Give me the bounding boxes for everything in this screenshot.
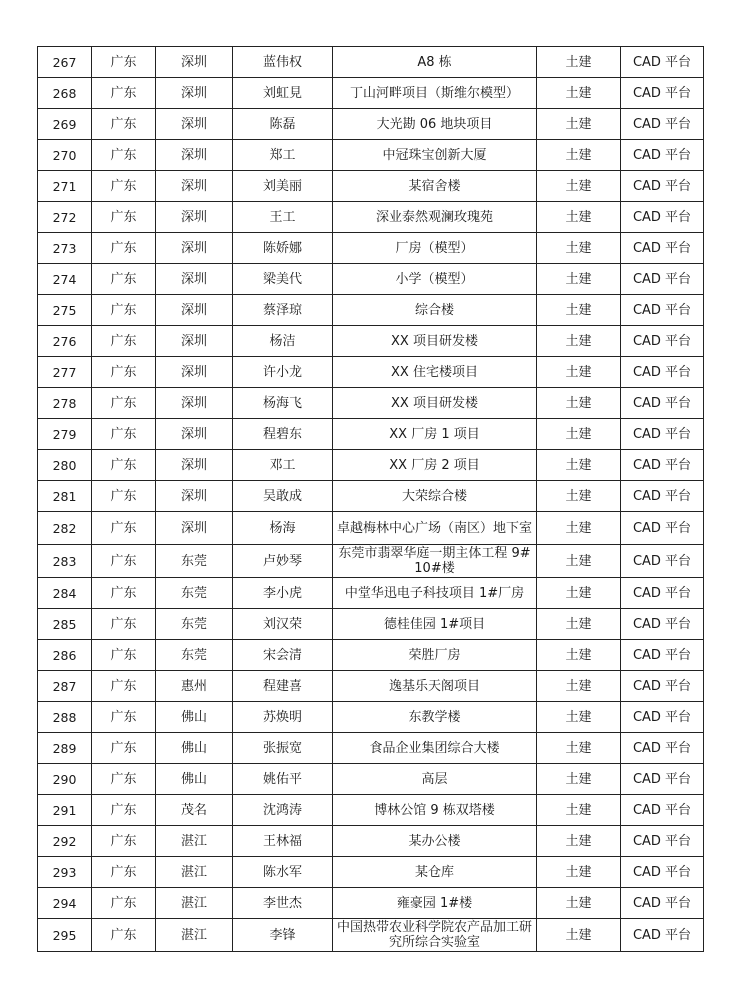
cell-number: 274: [38, 264, 92, 295]
cell-project-name: 深业泰然观澜玫瑰苑: [333, 202, 537, 233]
table-row: [38, 826, 704, 857]
cell-person-name: 卢妙琴: [233, 545, 333, 578]
cell-platform: CAD 平台: [621, 795, 704, 826]
cell-city: 惠州: [156, 671, 233, 702]
cell-city: 茂名: [156, 795, 233, 826]
table-row: [38, 171, 704, 202]
cell-city: 深圳: [156, 202, 233, 233]
cell-province: 广东: [92, 109, 156, 140]
table-row: [38, 140, 704, 171]
cell-city: 深圳: [156, 47, 233, 78]
cell-platform: CAD 平台: [621, 109, 704, 140]
cell-city: 深圳: [156, 140, 233, 171]
cell-city: 深圳: [156, 450, 233, 481]
cell-city: 深圳: [156, 109, 233, 140]
table-row: [38, 264, 704, 295]
cell-project-name: 小学（模型）: [333, 264, 537, 295]
cell-city: 深圳: [156, 481, 233, 512]
cell-number: 289: [38, 733, 92, 764]
cell-platform: CAD 平台: [621, 295, 704, 326]
cell-person-name: 程碧东: [233, 419, 333, 450]
cell-platform: CAD 平台: [621, 47, 704, 78]
cell-discipline: 土建: [537, 888, 621, 919]
cell-person-name: 陈娇娜: [233, 233, 333, 264]
cell-discipline: 土建: [537, 733, 621, 764]
cell-city: 佛山: [156, 702, 233, 733]
cell-platform: CAD 平台: [621, 140, 704, 171]
cell-number: 278: [38, 388, 92, 419]
cell-province: 广东: [92, 481, 156, 512]
cell-person-name: 宋会清: [233, 640, 333, 671]
cell-person-name: 郑工: [233, 140, 333, 171]
cell-province: 广东: [92, 388, 156, 419]
cell-number: 279: [38, 419, 92, 450]
cell-project-name: 中冠珠宝创新大厦: [333, 140, 537, 171]
cell-project-name: 中国热带农业科学院农产品加工研究所综合实验室: [333, 919, 537, 952]
cell-city: 湛江: [156, 888, 233, 919]
cell-city: 深圳: [156, 357, 233, 388]
cell-platform: CAD 平台: [621, 171, 704, 202]
cell-number: 284: [38, 578, 92, 609]
cell-number: 273: [38, 233, 92, 264]
table-row: [38, 450, 704, 481]
cell-number: 282: [38, 512, 92, 545]
table-row: [38, 578, 704, 609]
cell-discipline: 土建: [537, 795, 621, 826]
cell-city: 深圳: [156, 388, 233, 419]
cell-platform: CAD 平台: [621, 888, 704, 919]
cell-city: 深圳: [156, 264, 233, 295]
cell-project-name: XX 厂房 2 项目: [333, 450, 537, 481]
cell-person-name: 许小龙: [233, 357, 333, 388]
cell-project-name: 某仓库: [333, 857, 537, 888]
table-row: [38, 702, 704, 733]
cell-platform: CAD 平台: [621, 764, 704, 795]
cell-person-name: 李世杰: [233, 888, 333, 919]
cell-province: 广东: [92, 78, 156, 109]
cell-province: 广东: [92, 233, 156, 264]
cell-project-name: 丁山河畔项目（斯维尔模型）: [333, 78, 537, 109]
cell-province: 广东: [92, 671, 156, 702]
cell-discipline: 土建: [537, 450, 621, 481]
cell-platform: CAD 平台: [621, 419, 704, 450]
cell-person-name: 杨海飞: [233, 388, 333, 419]
cell-province: 广东: [92, 733, 156, 764]
cell-discipline: 土建: [537, 545, 621, 578]
cell-city: 东莞: [156, 609, 233, 640]
cell-discipline: 土建: [537, 140, 621, 171]
cell-discipline: 土建: [537, 826, 621, 857]
cell-person-name: 吴敢成: [233, 481, 333, 512]
cell-province: 广东: [92, 578, 156, 609]
cell-platform: CAD 平台: [621, 671, 704, 702]
cell-person-name: 陈磊: [233, 109, 333, 140]
cell-number: 275: [38, 295, 92, 326]
table-row: [38, 233, 704, 264]
cell-discipline: 土建: [537, 512, 621, 545]
cell-project-name: A8 栋: [333, 47, 537, 78]
project-table: [37, 46, 704, 952]
cell-person-name: 刘汉荣: [233, 609, 333, 640]
table-row: [38, 295, 704, 326]
cell-province: 广东: [92, 419, 156, 450]
cell-discipline: 土建: [537, 47, 621, 78]
cell-person-name: 杨海: [233, 512, 333, 545]
cell-discipline: 土建: [537, 609, 621, 640]
cell-discipline: 土建: [537, 233, 621, 264]
cell-city: 湛江: [156, 857, 233, 888]
cell-platform: CAD 平台: [621, 388, 704, 419]
cell-platform: CAD 平台: [621, 78, 704, 109]
cell-person-name: 杨洁: [233, 326, 333, 357]
cell-person-name: 姚佑平: [233, 764, 333, 795]
cell-province: 广东: [92, 47, 156, 78]
cell-person-name: 李小虎: [233, 578, 333, 609]
table-row: [38, 888, 704, 919]
table-row: [38, 512, 704, 545]
cell-city: 东莞: [156, 545, 233, 578]
cell-number: 288: [38, 702, 92, 733]
cell-person-name: 李锋: [233, 919, 333, 952]
cell-province: 广东: [92, 826, 156, 857]
cell-discipline: 土建: [537, 295, 621, 326]
cell-number: 270: [38, 140, 92, 171]
cell-project-name: XX 项目研发楼: [333, 388, 537, 419]
cell-platform: CAD 平台: [621, 919, 704, 952]
table-row: [38, 733, 704, 764]
cell-city: 深圳: [156, 512, 233, 545]
cell-discipline: 土建: [537, 109, 621, 140]
cell-platform: CAD 平台: [621, 545, 704, 578]
cell-discipline: 土建: [537, 78, 621, 109]
table-row: [38, 857, 704, 888]
cell-person-name: 蔡泽琼: [233, 295, 333, 326]
cell-project-name: 东教学楼: [333, 702, 537, 733]
cell-project-name: 大荣综合楼: [333, 481, 537, 512]
cell-province: 广东: [92, 357, 156, 388]
cell-platform: CAD 平台: [621, 640, 704, 671]
cell-city: 佛山: [156, 764, 233, 795]
cell-platform: CAD 平台: [621, 609, 704, 640]
cell-province: 广东: [92, 450, 156, 481]
table-row: [38, 671, 704, 702]
table-row: [38, 109, 704, 140]
cell-number: 285: [38, 609, 92, 640]
cell-project-name: XX 住宅楼项目: [333, 357, 537, 388]
table-row: [38, 545, 704, 578]
cell-person-name: 沈鸿涛: [233, 795, 333, 826]
cell-province: 广东: [92, 295, 156, 326]
table-row: [38, 919, 704, 952]
cell-project-name: 荣胜厂房: [333, 640, 537, 671]
table-row: [38, 481, 704, 512]
cell-province: 广东: [92, 326, 156, 357]
cell-number: 271: [38, 171, 92, 202]
cell-discipline: 土建: [537, 357, 621, 388]
cell-city: 东莞: [156, 640, 233, 671]
cell-platform: CAD 平台: [621, 202, 704, 233]
cell-city: 深圳: [156, 171, 233, 202]
cell-number: 295: [38, 919, 92, 952]
cell-person-name: 王工: [233, 202, 333, 233]
cell-project-name: 食品企业集团综合大楼: [333, 733, 537, 764]
cell-discipline: 土建: [537, 671, 621, 702]
cell-number: 267: [38, 47, 92, 78]
table-row: [38, 640, 704, 671]
table-row: [38, 202, 704, 233]
cell-project-name: 综合楼: [333, 295, 537, 326]
table-row: [38, 388, 704, 419]
cell-province: 广东: [92, 202, 156, 233]
cell-number: 287: [38, 671, 92, 702]
cell-number: 294: [38, 888, 92, 919]
cell-province: 广东: [92, 640, 156, 671]
cell-discipline: 土建: [537, 388, 621, 419]
cell-person-name: 陈水军: [233, 857, 333, 888]
cell-city: 深圳: [156, 78, 233, 109]
cell-number: 277: [38, 357, 92, 388]
cell-person-name: 王林福: [233, 826, 333, 857]
cell-province: 广东: [92, 140, 156, 171]
table-row: [38, 47, 704, 78]
cell-project-name: XX 项目研发楼: [333, 326, 537, 357]
cell-province: 广东: [92, 171, 156, 202]
cell-project-name: 某办公楼: [333, 826, 537, 857]
cell-project-name: 卓越梅林中心广场（南区）地下室: [333, 512, 537, 545]
cell-discipline: 土建: [537, 640, 621, 671]
cell-discipline: 土建: [537, 919, 621, 952]
cell-person-name: 梁美代: [233, 264, 333, 295]
cell-project-name: 博林公馆 9 栋双塔楼: [333, 795, 537, 826]
cell-discipline: 土建: [537, 202, 621, 233]
table-row: [38, 357, 704, 388]
cell-number: 291: [38, 795, 92, 826]
cell-number: 292: [38, 826, 92, 857]
cell-number: 281: [38, 481, 92, 512]
cell-project-name: 东莞市翡翠华庭一期主体工程 9#10#楼: [333, 545, 537, 578]
cell-province: 广东: [92, 512, 156, 545]
cell-discipline: 土建: [537, 702, 621, 733]
cell-platform: CAD 平台: [621, 264, 704, 295]
cell-platform: CAD 平台: [621, 450, 704, 481]
cell-person-name: 苏焕明: [233, 702, 333, 733]
cell-city: 湛江: [156, 826, 233, 857]
cell-project-name: 逸基乐天阁项目: [333, 671, 537, 702]
cell-city: 佛山: [156, 733, 233, 764]
cell-discipline: 土建: [537, 264, 621, 295]
cell-city: 深圳: [156, 419, 233, 450]
cell-number: 276: [38, 326, 92, 357]
cell-province: 广东: [92, 888, 156, 919]
cell-project-name: 厂房（模型）: [333, 233, 537, 264]
cell-discipline: 土建: [537, 857, 621, 888]
table-row: [38, 795, 704, 826]
cell-discipline: 土建: [537, 764, 621, 795]
cell-discipline: 土建: [537, 326, 621, 357]
table-row: [38, 764, 704, 795]
cell-province: 广东: [92, 545, 156, 578]
cell-platform: CAD 平台: [621, 512, 704, 545]
cell-project-name: 大光勘 06 地块项目: [333, 109, 537, 140]
cell-project-name: 某宿舍楼: [333, 171, 537, 202]
cell-discipline: 土建: [537, 419, 621, 450]
cell-platform: CAD 平台: [621, 733, 704, 764]
cell-project-name: XX 厂房 1 项目: [333, 419, 537, 450]
cell-person-name: 程建喜: [233, 671, 333, 702]
cell-project-name: 中堂华迅电子科技项目 1#厂房: [333, 578, 537, 609]
cell-city: 深圳: [156, 295, 233, 326]
cell-discipline: 土建: [537, 578, 621, 609]
cell-platform: CAD 平台: [621, 326, 704, 357]
cell-discipline: 土建: [537, 481, 621, 512]
cell-province: 广东: [92, 609, 156, 640]
cell-number: 280: [38, 450, 92, 481]
cell-platform: CAD 平台: [621, 578, 704, 609]
table-row: [38, 419, 704, 450]
cell-person-name: 刘虹見: [233, 78, 333, 109]
cell-platform: CAD 平台: [621, 481, 704, 512]
cell-person-name: 张振宽: [233, 733, 333, 764]
cell-province: 广东: [92, 702, 156, 733]
cell-number: 286: [38, 640, 92, 671]
cell-platform: CAD 平台: [621, 826, 704, 857]
cell-person-name: 邓工: [233, 450, 333, 481]
cell-project-name: 德桂佳园 1#项目: [333, 609, 537, 640]
cell-number: 269: [38, 109, 92, 140]
cell-platform: CAD 平台: [621, 357, 704, 388]
table-row: [38, 78, 704, 109]
table-row: [38, 326, 704, 357]
cell-project-name: 高层: [333, 764, 537, 795]
cell-platform: CAD 平台: [621, 857, 704, 888]
cell-city: 东莞: [156, 578, 233, 609]
cell-discipline: 土建: [537, 171, 621, 202]
table-body: [38, 47, 704, 952]
cell-city: 深圳: [156, 326, 233, 357]
cell-person-name: 蓝伟权: [233, 47, 333, 78]
cell-number: 272: [38, 202, 92, 233]
cell-province: 广东: [92, 857, 156, 888]
cell-platform: CAD 平台: [621, 233, 704, 264]
cell-city: 湛江: [156, 919, 233, 952]
cell-province: 广东: [92, 795, 156, 826]
cell-person-name: 刘美丽: [233, 171, 333, 202]
cell-platform: CAD 平台: [621, 702, 704, 733]
cell-number: 283: [38, 545, 92, 578]
cell-project-name: 雍豪园 1#楼: [333, 888, 537, 919]
cell-province: 广东: [92, 264, 156, 295]
cell-city: 深圳: [156, 233, 233, 264]
cell-province: 广东: [92, 764, 156, 795]
cell-province: 广东: [92, 919, 156, 952]
cell-number: 268: [38, 78, 92, 109]
cell-number: 293: [38, 857, 92, 888]
table-row: [38, 609, 704, 640]
cell-number: 290: [38, 764, 92, 795]
